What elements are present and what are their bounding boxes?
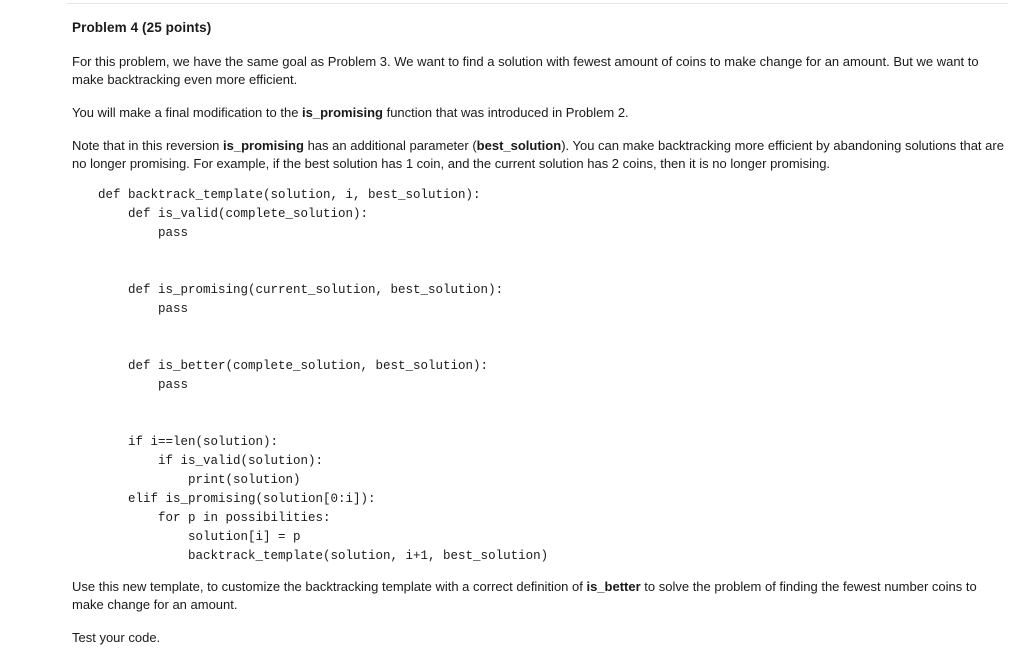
modification-text-before: You will make a final modification to the <box>72 105 303 120</box>
code-line <box>98 414 548 433</box>
instruction-text-before: Use this new template, to customize the backtracking template with a correct definition of <box>72 579 587 594</box>
code-line: def is_valid(complete_solution): <box>98 207 369 221</box>
code-line: if is_valid(solution): <box>98 454 324 468</box>
problem-heading: Problem 4 (25 points) <box>72 20 212 35</box>
code-line: for p in possibilities: <box>98 511 331 525</box>
code-block <box>98 186 548 566</box>
modification-text-after: function that was introduced in Problem 2. <box>382 105 629 120</box>
code-line: def is_better(complete_solution, best_solution): <box>98 359 489 373</box>
code-line: elif is_promising(solution[0:i]): <box>98 492 376 506</box>
note-text-after: ). You can make backtracking more efficient by abandoning solutions that are no longer promising. For example, if the best solution has 1 coin, and the current solution has 2 coins, then it is no longer promising. <box>72 138 1004 171</box>
note-text-before: Note that in this reversion <box>72 138 224 153</box>
code-line: def backtrack_template(solution, i, best_solution): <box>98 188 481 202</box>
code-line: def is_promising(current_solution, best_solution): <box>98 283 504 297</box>
is-better-term: is_better <box>586 579 641 594</box>
code-line: if i==len(solution): <box>98 435 279 449</box>
top-divider <box>66 3 1008 4</box>
code-line <box>98 262 548 281</box>
code-line: backtrack_template(solution, i+1, best_solution) <box>98 549 549 563</box>
code-line: pass <box>98 302 189 316</box>
note-text-mid: has an additional parameter ( <box>303 138 477 153</box>
instruction-paragraph <box>72 578 1012 614</box>
code-line: pass <box>98 378 189 392</box>
best-solution-term: best_solution <box>476 138 562 153</box>
code-line: pass <box>98 226 189 240</box>
instruction-text-after: to solve the problem of finding the fewest number coins to make change for an amount. <box>72 579 977 612</box>
code-line: solution[i] = p <box>98 530 301 544</box>
intro-paragraph <box>72 53 1012 89</box>
code-line <box>98 338 548 357</box>
intro-text: For this problem, we have the same goal as Problem 3. We want to find a solution with fewest amount of coins to make change for an amount. But we want to make backtracking even more efficient. <box>72 54 979 87</box>
is-promising-term: is_promising <box>223 138 304 153</box>
code-line <box>98 395 548 414</box>
code-line <box>98 243 548 262</box>
test-paragraph <box>72 629 1012 647</box>
note-paragraph <box>72 137 1012 173</box>
test-text: Test your code. <box>72 630 161 645</box>
code-line: print(solution) <box>98 473 301 487</box>
modification-paragraph <box>72 104 1012 122</box>
code-line <box>98 319 548 338</box>
is-promising-term: is_promising <box>302 105 383 120</box>
